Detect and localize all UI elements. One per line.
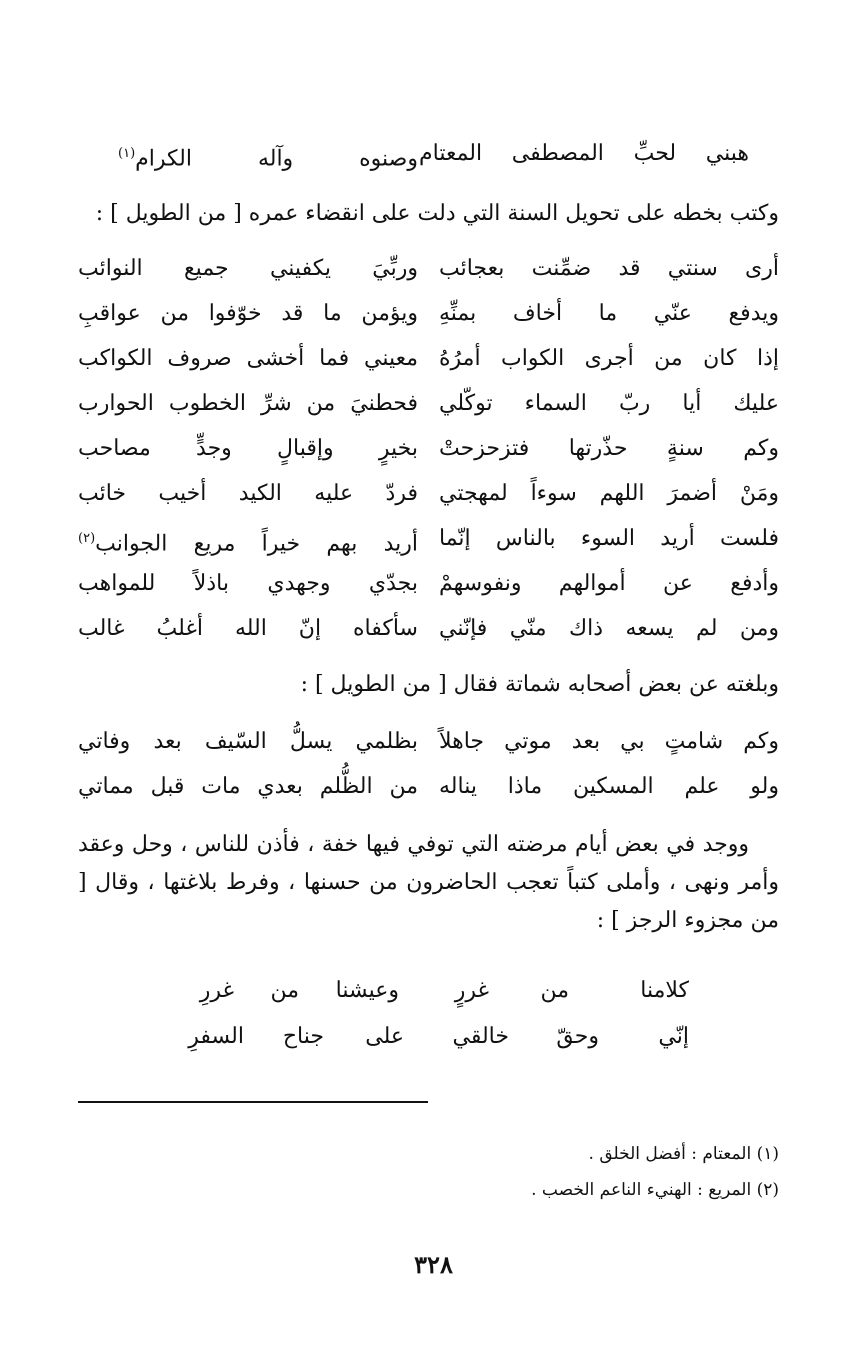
verse-left-hemistich: سأكفاه إنّ الله أغلبُ غالب [78, 616, 418, 641]
verse-left-text: أريد بهم خيراً مريع الجوانب [95, 531, 418, 557]
verse-row [78, 292, 779, 336]
verse-row [78, 765, 779, 809]
verse-row [78, 562, 779, 606]
rajaz-word: غررِ [199, 978, 234, 1003]
verse-left-hemistich: وربِّيَ يكفيني جميع النوائب [78, 256, 418, 281]
footnote-separator [78, 1101, 428, 1103]
verse-row [78, 472, 779, 516]
verse-right-hemistich: فلست أريد السوء بالناس إنّما [439, 526, 779, 551]
verse-left-hemistich: بجدّي وجهدي باذلاً للمواهب [78, 571, 418, 596]
verse-left-hemistich: ويؤمن ما قد خوّفوا من عواقبِ [78, 301, 418, 326]
rajaz-word: من [270, 978, 299, 1003]
verse-left-hemistich: بظلمي يسلُّ السّيف بعد وفاتي [78, 729, 418, 754]
verse-row [78, 720, 779, 764]
rajaz-word: وحقّ [556, 1024, 599, 1049]
verse-right-hemistich: ومن لم يسعه ذاك منّي فإنّني [439, 616, 779, 641]
rajaz-word: جناح [282, 1024, 324, 1049]
opening-verse-left [118, 132, 418, 181]
verse-row [78, 247, 779, 291]
rajaz-word: وعيشنا [335, 978, 399, 1003]
verse-row [78, 337, 779, 381]
verse-row [78, 427, 779, 471]
verse-left-hemistich: فحطنيَ من شرِّ الخطوب الحوارب [78, 391, 418, 416]
verse-row [78, 607, 779, 651]
intro-line-1: وكتب بخطه على تحويل السنة التي دلت على انقضاء عمره [ من الطويل ] : [95, 201, 779, 226]
opening-verse-right: هبني لحبِّ المصطفى المعتام [419, 141, 749, 166]
rajaz-word: على [365, 1024, 404, 1049]
rajaz-row [179, 968, 689, 1014]
rajaz-word: السفرِ [188, 1024, 244, 1049]
verse-left-hemistich: معيني فما أخشى صروف الكواكب [78, 346, 418, 371]
verse-left-hemistich: بخيرٍ وإقبالٍ وجدٍّ مصاحب [78, 436, 418, 461]
rajaz-word: من [540, 978, 569, 1003]
opening-verse [78, 132, 749, 176]
verse-right-hemistich: وكم سنةٍ حذّرتها فتزحزحتْ [439, 436, 779, 461]
verse-right-hemistich: ويدفع عنّي ما أخاف بمنِّهِ [439, 301, 779, 326]
opening-verse-left-text: وصنوه وآله الكرام [135, 146, 418, 172]
verse-right-hemistich: وأدفع عن أموالهم ونفوسهمْ [439, 571, 779, 596]
verse-right-hemistich: أرى سنتي قد ضمِّنت بعجائب [439, 256, 779, 281]
footnote-ref-1: (١) [118, 146, 136, 161]
footnote-1: (١) المعتام : أفضل الخلق . [588, 1144, 779, 1164]
verse-right-hemistich: ولو علم المسكين ماذا يناله [439, 774, 779, 799]
intro-line-2: وبلغته عن بعض أصحابه شماتة فقال [ من الطويل ] : [300, 672, 779, 697]
rajaz-word: كلامنا [640, 978, 689, 1003]
footnote-2: (٢) المريع : الهنيء الناعم الخصب . [531, 1180, 779, 1200]
verse-left-hemistich: من الظُّلم بعدي مات قبل مماتي [78, 774, 418, 799]
verse-right-hemistich: عليك أيا ربّ السماء توكّلي [439, 391, 779, 416]
verse-row [78, 517, 779, 561]
rajaz-word: غررٍ [454, 978, 489, 1003]
rajaz-word: خالقي [452, 1024, 509, 1049]
footnote-ref-2: (٢) [78, 531, 96, 546]
verse-left-hemistich [78, 517, 418, 566]
prose-paragraph: ووجد في بعض أيام مرضته التي توفي فيها خفة ، فأذن للناس ، وحل وعقد وأمر ونهى ، وأملى كتباً تعجب الحاضرون من حسنها ، وفرط بلاغتها ، وقال [ من مجزوء الرجز ] : [78, 832, 779, 933]
page-number: ٣٢٨ [414, 1250, 453, 1279]
verse-right-hemistich: إذا كان من أجرى الكواب أمرُهُ [439, 346, 779, 371]
verse-row [78, 382, 779, 426]
verse-right-hemistich: ومَنْ أضمرَ اللهم سوءاً لمهجتي [439, 481, 779, 506]
verse-right-hemistich: وكم شامتٍ بي بعد موتي جاهلاً [439, 729, 779, 754]
verse-left-hemistich: فردّ عليه الكيد أخيب خائب [78, 481, 418, 506]
rajaz-row [179, 1014, 689, 1060]
rajaz-word: إنّي [658, 1024, 689, 1049]
